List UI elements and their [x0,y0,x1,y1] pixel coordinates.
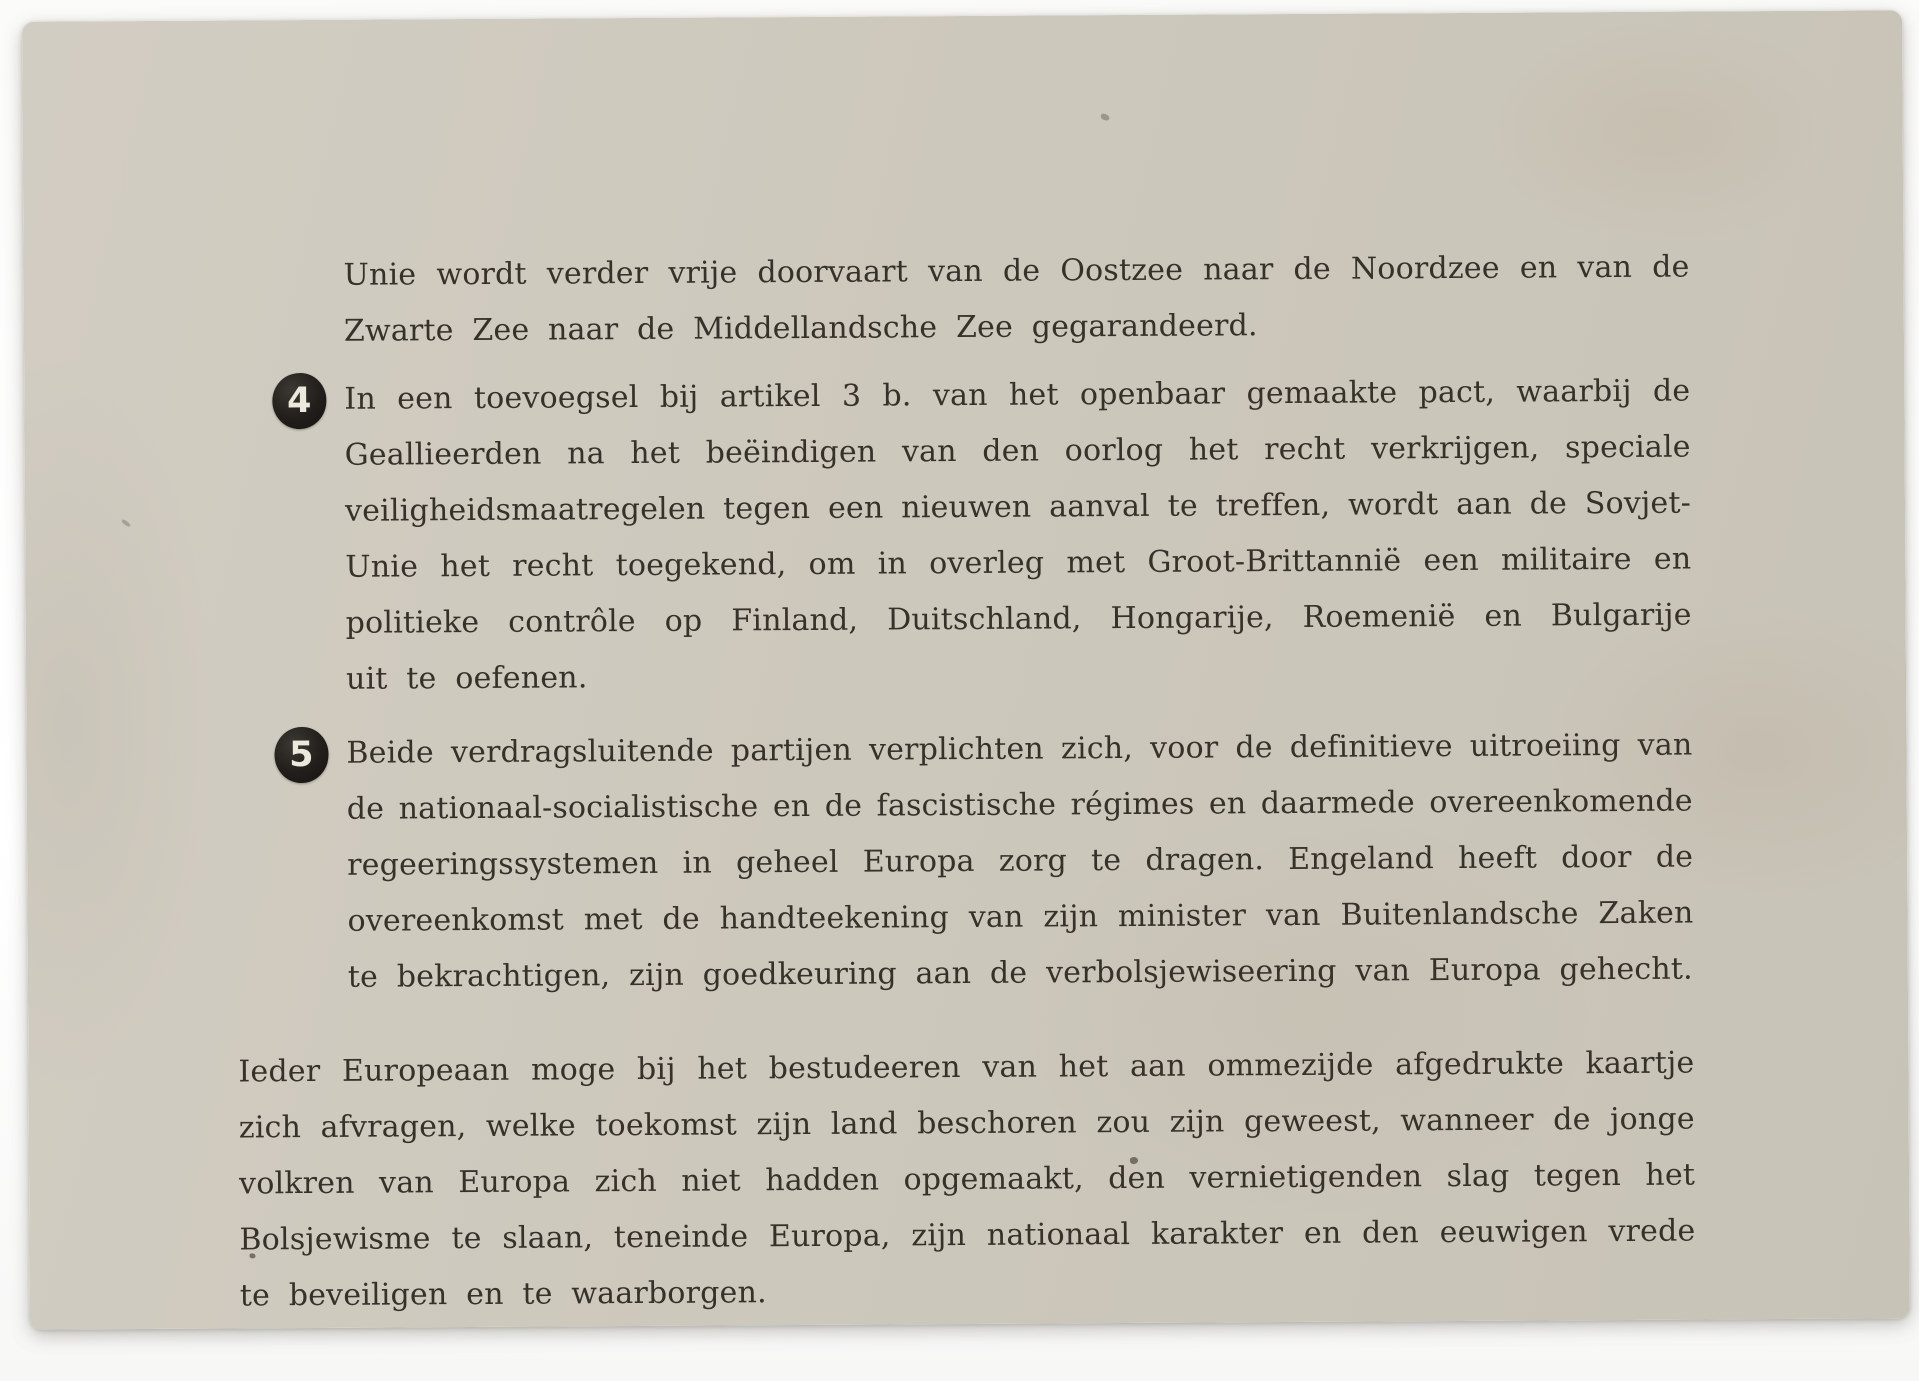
text-line: overeenkomst met de handteekening van zijn minister van Buitenlandsche Zaken [347,895,1694,939]
text-line: politieke contrôle op Finland, Duitschland, Hongarije, Roemenië en Bulgarije [345,597,1692,641]
text-line: Ieder Europeaan moge bij het bestudeeren van het aan ommezijde afgedrukte kaartje [238,1045,1695,1090]
text-line: uit te oefenen. [345,660,588,697]
item-badge-5: 5 [274,727,328,783]
text-line: Unie wordt verder vrije doorvaart van de Oostzee naar de Noordzee en van de [343,249,1690,293]
text-line: Zwarte Zee naar de Middellandsche Zee gegarandeerd. [343,308,1258,349]
paper-speck [1100,113,1110,122]
text-line: zich afvragen, welke toekomst zijn land beschoren zou zijn geweest, wanneer de jonge [238,1101,1695,1146]
text-line: regeeringssystemen in geheel Europa zorg te dragen. Engeland heeft door de [347,839,1694,883]
text-line: de nationaal-socialistische en de fascistische régimes en daarmede overeenkomende [346,783,1693,827]
text-line: te bekrachtigen, zijn goedkeuring aan de verbolsjewiseering van Europa gehecht. [347,951,1693,995]
closing-paragraph [238,1036,1696,1325]
item-badge-4: 4 [272,373,326,429]
text-line: te beveiligen en te waarborgen. [239,1275,767,1314]
intro-paragraph [233,240,1690,361]
paper-page [22,10,1910,1329]
item-5 [236,718,1694,1007]
text-line: veiligheidsmaatregelen tegen een nieuwen aanval te treffen, wordt aan de Sovjet- [344,485,1692,529]
text-line: Geallieerden na het beëindigen van den oorlog het recht verkrijgen, speciale [344,429,1691,473]
text-line: In een toevoegsel bij artikel 3 b. van het openbaar gemaakte pact, waarbij de [344,373,1691,417]
text-line: volkren van Europa zich niet hadden opgemaakt, den vernietigenden slag tegen het [239,1157,1696,1202]
text-line: Bolsjewisme te slaan, teneinde Europa, zijn nationaal karakter en den eeuwigen vrede [239,1213,1696,1258]
text-line: Beide verdragsluitende partijen verplichten zich, voor de definitieve uitroeiing van [346,727,1693,771]
item-4 [234,364,1692,709]
paper-speck [121,519,132,528]
text-line: Unie het recht toegekend, om in overleg met Groot-Brittannië een militaire en [345,541,1692,585]
page-text [233,240,1696,1325]
